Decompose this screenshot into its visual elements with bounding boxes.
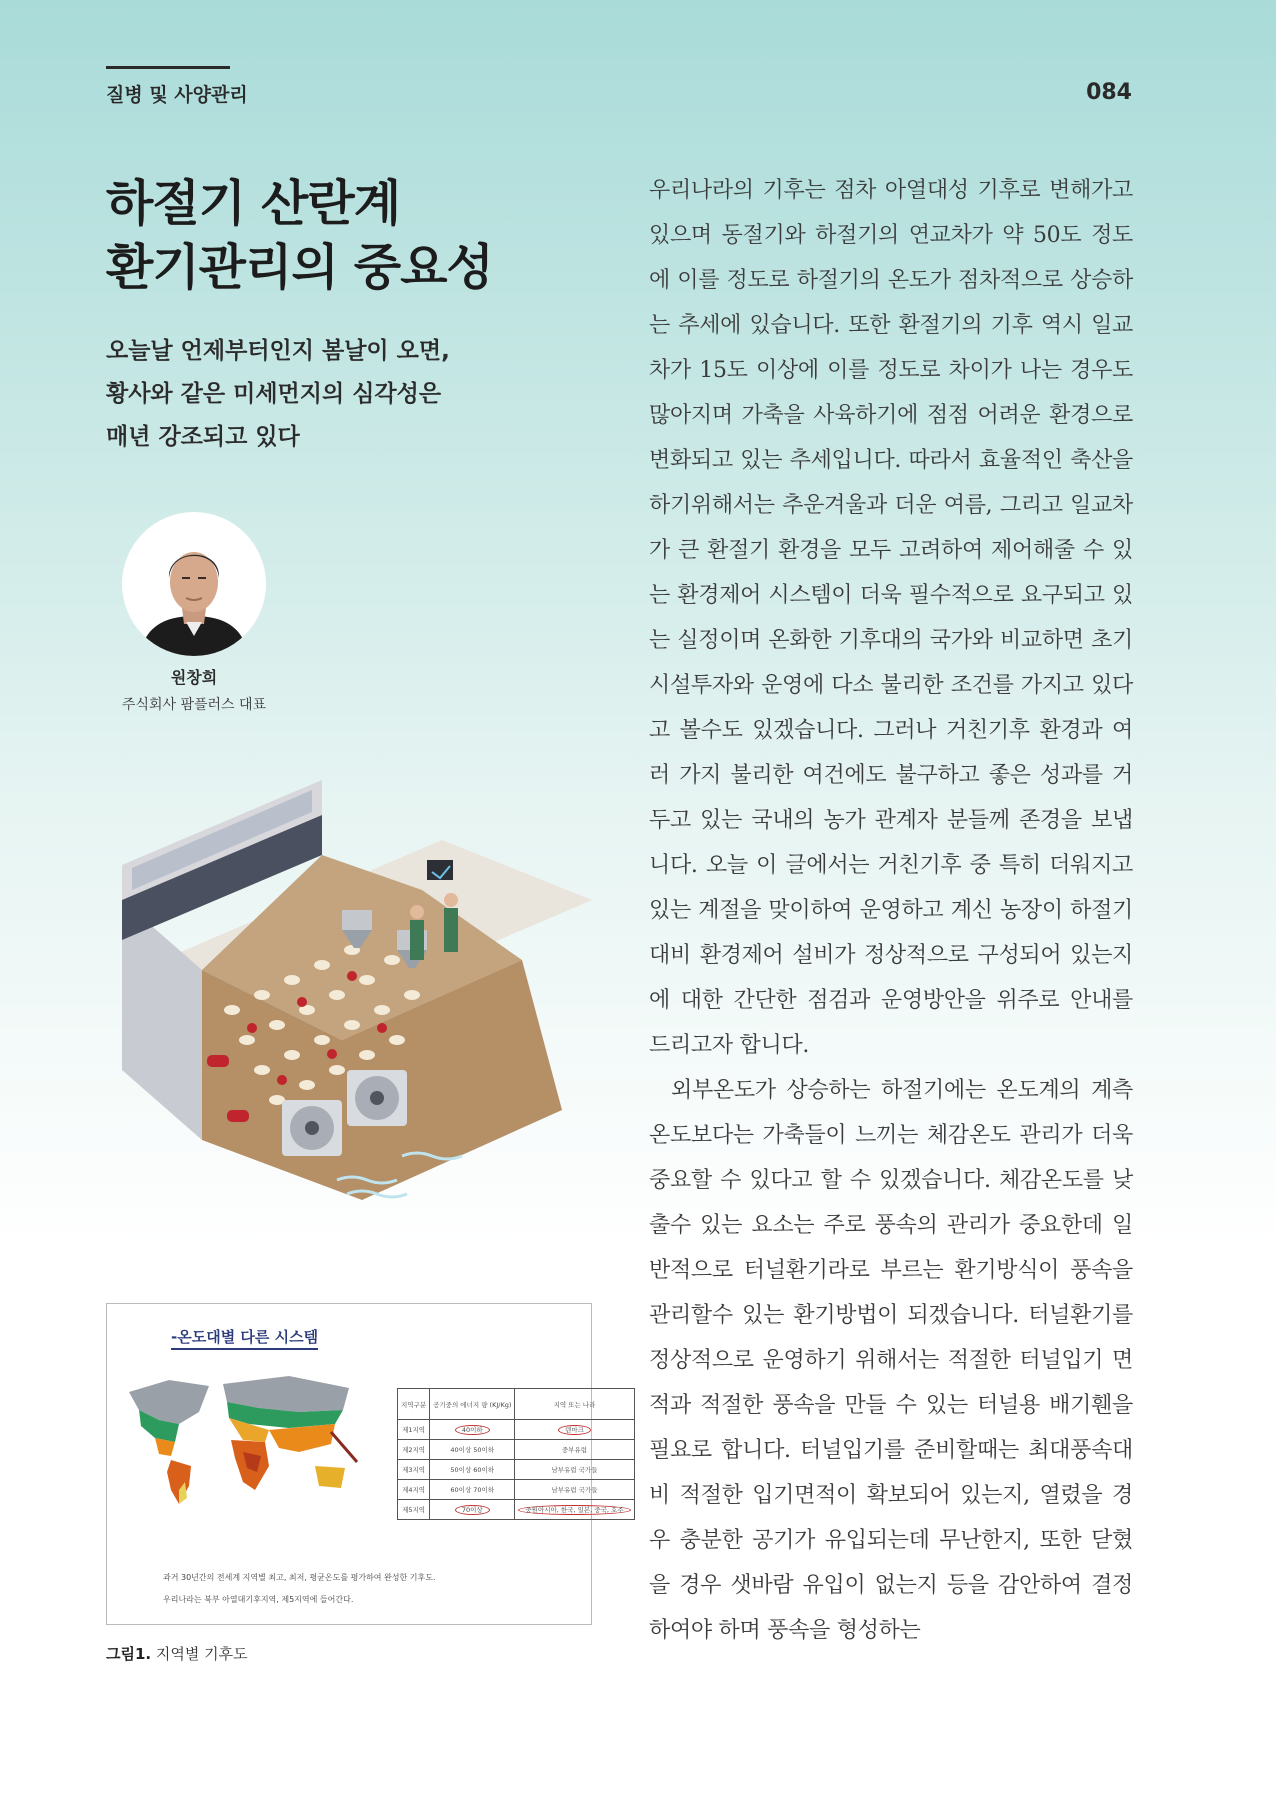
figure-note: 우리나라는 북부 아열대기후지역, 제5지역에 들어간다. [163,1595,354,1604]
highlight-mark: 40이하 [455,1425,490,1435]
table-cell: 60이상 70이하 [430,1480,515,1500]
highlight-mark: 중원아시아, 한국, 일본, 중국, 호주 [518,1505,630,1515]
author-name: 원창희 [170,668,218,687]
table-cell: 제5지역 [398,1500,430,1520]
table-cell [515,1500,634,1520]
article-title [106,172,493,300]
table-cell: 남부유럽 국가들 [515,1480,634,1500]
column-header: 공기중의 에너지 량 (KJ/Kg) [430,1389,515,1420]
lead-line: 매년 강조되고 있다 [106,424,300,450]
table-cell [430,1420,515,1440]
table-cell: 제3지역 [398,1460,430,1480]
table-cell: 남부유럽 국가들 [515,1460,634,1480]
table-cell: 50이상 60이하 [430,1460,515,1480]
lead-line: 황사와 같은 미세먼지의 심각성은 [106,381,442,407]
table-row [398,1440,635,1460]
author-portrait [122,512,266,656]
header-rule [106,66,230,69]
figure-caption [106,1643,248,1664]
author-role: 주식회사 팜플러스 대표 [121,697,267,713]
title-line: 하절기 산란계 [106,175,401,232]
column-header: 지역구분 [398,1389,430,1420]
body-paragraph: 외부온도가 상승하는 하절기에는 온도계의 계측온도보다는 가축들이 느끼는 체감온도 관리가 더욱 중요할 수 있다고 할 수 있겠습니다. 체감온도를 낮출수 있는 요소는 주로 풍속의 관리가 중요한데 일반적으로 터널환기라로 부르는 환기방식이 풍속을 관리할수 있는 환기방법이 되겠습니다. 터널환기를 정상적으로 운영하기 위해서는 적절한 터널입기 면적과 적절한 풍속을 만들 수 있는 터널용 배기휀을 필요로 합니다. 터널입기를 준비할때는 최대풍속대비 적절한 입기면적이 확보되어 있는지, 열렸을 경우 충분한 공기가 유입되는데 무난한지, 또한 닫혔을 경우 샛바람 유입이 없는지 등을 감안하여 결정하여야 하며 풍속을 형성하는 [649,1078,1133,1643]
table-cell [515,1420,634,1440]
table-cell: 40이상 50이하 [430,1440,515,1460]
figure-inner-title: -온도대별 다른 시스템 [171,1326,318,1350]
climate-zone-table [397,1388,635,1520]
poultry-house-illustration [92,780,602,1220]
article-lead [106,330,450,459]
table-header-row [398,1389,635,1420]
title-line: 환기관리의 중요성 [106,239,493,296]
author-avatar [122,512,266,656]
article-body [649,168,1133,1653]
figure-caption-text: 지역별 기후도 [151,1645,248,1663]
climate-figure [106,1303,624,1625]
lead-line: 오늘날 언제부터인지 봄날이 오면, [106,338,450,364]
highlight-mark: 덴마크 [558,1425,591,1435]
table-row [398,1500,635,1520]
world-climate-map [119,1362,359,1512]
table-row [398,1420,635,1440]
table-cell [430,1500,515,1520]
body-paragraph: 우리나라의 기후는 점차 아열대성 기후로 변해가고 있으며 동절기와 하절기의 연교차가 약 50도 정도에 이를 정도로 하절기의 온도가 점차적으로 상승하는 추세에 있습니다. 또한 환절기의 기후 역시 일교차가 15도 이상에 이를 정도로 차이가 나는 경우도 많아지며 가축을 사육하기에 점점 어려운 환경으로 변화되고 있는 추세입니다. 따라서 효율적인 축산을 하기위해서는 추운겨울과 더운 여름, 그리고 일교차가 큰 환절기 환경을 모두 고려하여 제어해줄 수 있는 환경제어 시스템이 더욱 필수적으로 요구되고 있는 실정이며 온화한 기후대의 국가와 비교하면 초기 시설투자와 운영에 다소 불리한 조건를 가지고 있다고 볼수도 있겠습니다. 그러나 거친기후 환경과 여러 가지 불리한 여건에도 불구하고 좋은 성과를 거두고 있는 국내의 농가 관계자 분들께 존경을 보냅니다. 오늘 이 글에서는 거친기후 중 특히 더워지고 있는 계절을 맞이하여 운영하고 계신 농장이 하절기대비 환경제어 설비가 정상적으로 구성되어 있는지에 대한 간단한 점검과 운영방안을 위주로 안내를 드리고자 합니다. [649,178,1133,1058]
figure-note: 과거 30년간의 전세계 지역별 최고, 최저, 평균온도를 평가하여 완성한 기후도. [163,1573,436,1582]
figure-caption-label: 그림1. [106,1645,152,1663]
section-label: 질병 및 사양관리 [106,84,248,106]
table-cell: 제4지역 [398,1480,430,1500]
page-number: 084 [1086,80,1132,105]
table-cell: 중부유럽 [515,1440,634,1460]
table-cell: 제2지역 [398,1440,430,1460]
table-cell: 제1지역 [398,1420,430,1440]
highlight-mark: 70이상 [455,1505,490,1515]
table-row [398,1460,635,1480]
column-header: 지역 또는 나라 [515,1389,634,1420]
table-row [398,1480,635,1500]
